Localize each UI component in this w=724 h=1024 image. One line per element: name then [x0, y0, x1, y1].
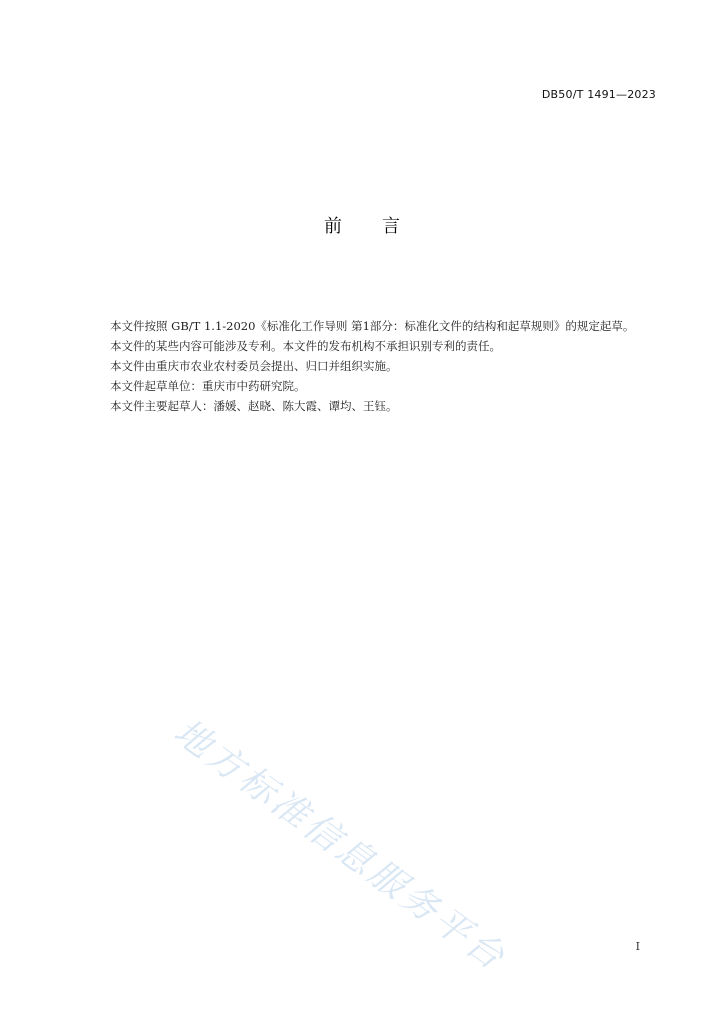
- page-number: I: [635, 940, 640, 953]
- paragraph-drafters: 本文件主要起草人：潘媛、赵晓、陈大霞、谭均、王钰。: [110, 399, 398, 413]
- paragraph-drafting-unit: 本文件起草单位：重庆市中药研究院。: [110, 379, 306, 393]
- document-code: DB50/T 1491—2023: [541, 88, 656, 101]
- paragraph-proposer: 本文件由重庆市农业农村委员会提出、归口并组织实施。: [110, 359, 398, 373]
- paragraph-patent-notice: 本文件的某些内容可能涉及专利。本文件的发布机构不承担识别专利的责任。: [110, 339, 501, 353]
- foreword-body: [87, 316, 662, 416]
- page-title: 前言: [324, 216, 440, 237]
- paragraph-drafting-basis: 本文件按照 GB/T 1.1-2020《标准化工作导则 第1部分：标准化文件的结构和起草规则》的规定起草。: [110, 319, 635, 333]
- watermark: 地方标准信息服务平台: [166, 711, 514, 980]
